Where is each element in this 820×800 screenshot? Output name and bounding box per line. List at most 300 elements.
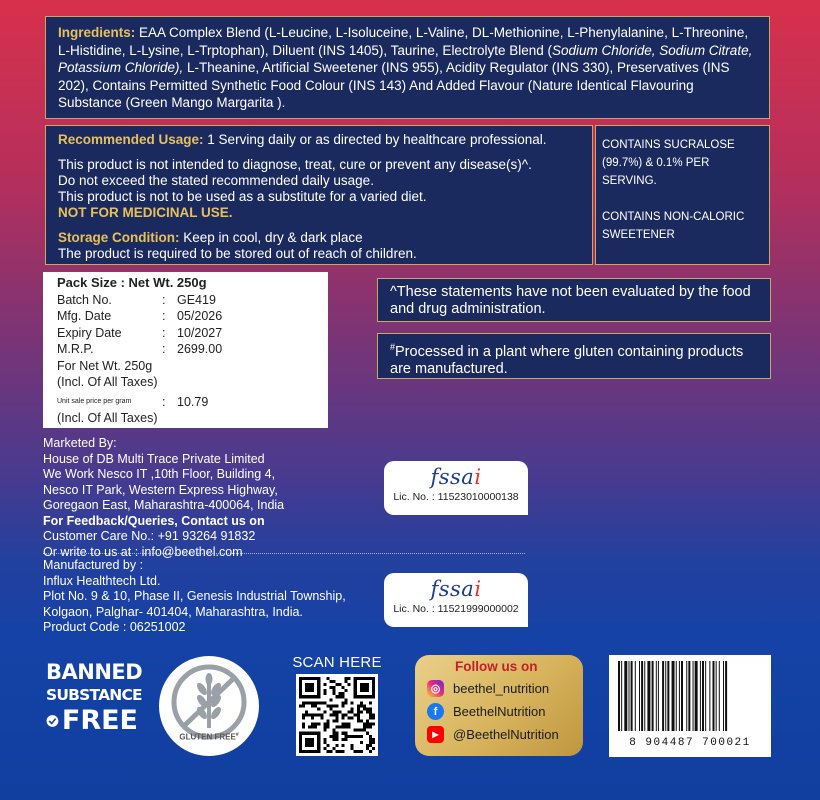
qr-module	[342, 738, 345, 741]
qr-module	[320, 713, 323, 716]
qr-module	[314, 726, 317, 729]
qr-module	[335, 750, 338, 753]
qr-module	[311, 701, 314, 704]
qr-module	[366, 723, 369, 726]
qr-module	[366, 710, 369, 713]
unit-price-row	[57, 394, 328, 411]
qr-module	[369, 717, 372, 720]
qr-module	[323, 723, 326, 726]
mrp-label: M.R.P.	[57, 342, 94, 356]
qr-module	[348, 677, 351, 680]
qr-module	[360, 735, 363, 738]
youtube-handle: @BeethelNutrition	[453, 727, 559, 742]
qr-module	[335, 683, 338, 686]
fssai-logo	[388, 465, 524, 489]
qr-module	[335, 710, 338, 713]
qr-module	[323, 747, 326, 750]
follow-us-panel	[415, 655, 583, 756]
qr-module	[348, 683, 351, 686]
barcode-bar	[686, 661, 687, 731]
qr-module	[326, 677, 329, 680]
instagram-icon: ◎	[427, 680, 444, 697]
usage-line-1: This product is not intended to diagnose, treat, cure or prevent any disease(s)^.	[58, 157, 532, 172]
qr-module	[317, 701, 320, 704]
qr-module	[339, 692, 342, 695]
ingredients-text-2: L-Theanine, Artificial Sweetener (INS 955), Acidity Regulator (INS 330), Preservatives (INS 202), Contains Permitted Synthetic Food Colour (INS 143) And Added Flavour (Nature Identical Flavouring Substance (Green Mango Margarita ).	[58, 60, 730, 110]
qr-module	[354, 735, 357, 738]
barcode-bar	[723, 661, 724, 731]
ingredients-text-1: EAA Complex Blend (L-Leucine, L-Isoluceine, L-Valine, DL-Methionine, L-Phenylalanine, L-Threonine, L-Histidine, L-Lysine, L-Trptophan), Diluent (INS 1405), Taurine, Electrolyte Blend (	[58, 25, 749, 58]
qr-module	[351, 744, 354, 747]
gluten-free-badge	[157, 654, 261, 758]
qr-module	[308, 701, 311, 704]
qr-module	[345, 701, 348, 704]
barcode-bar	[667, 661, 669, 731]
qr-module	[345, 732, 348, 735]
qr-finder	[305, 683, 314, 692]
qr-module	[354, 729, 357, 732]
qr-module	[311, 717, 314, 720]
batch-label: Batch No.	[57, 292, 112, 307]
qr-module	[342, 695, 345, 698]
qr-module	[332, 735, 335, 738]
qr-module	[354, 750, 357, 753]
barcode-bar	[716, 661, 717, 731]
barcode-bar	[639, 661, 640, 731]
barcode-bar	[644, 661, 645, 731]
unit-price-value: 10.79	[177, 394, 209, 409]
mfg-row	[57, 308, 328, 325]
qr-module	[320, 701, 323, 704]
qr-module	[372, 713, 375, 716]
qr-module	[326, 720, 329, 723]
qr-module	[311, 723, 314, 726]
customer-care: Customer Care No.: +91 93264 91832	[43, 529, 256, 543]
expiry-label: Expiry Date	[57, 325, 122, 340]
qr-module	[302, 723, 305, 726]
barcode-bar	[709, 661, 710, 731]
qr-module	[329, 713, 332, 716]
marketed-line-3: Nesco IT Park, Western Express Highway,	[43, 482, 278, 497]
batch-row	[57, 292, 328, 309]
banned-substance-free-badge	[46, 660, 143, 752]
qr-module	[372, 738, 375, 741]
barcode-bar	[681, 661, 683, 731]
fssai-logo-text: fssa	[430, 465, 475, 489]
qr-module	[311, 713, 314, 716]
qr-module	[342, 701, 345, 704]
barcode-bar	[672, 661, 675, 731]
qr-module	[360, 704, 363, 707]
qr-module	[323, 683, 326, 686]
qr-module	[348, 710, 351, 713]
qr-module	[342, 704, 345, 707]
qr-module	[345, 677, 348, 680]
fssai-badge-marketer	[384, 461, 528, 515]
expiry-value: 10/2027	[177, 325, 223, 340]
banned-text-1: BANNED	[46, 660, 143, 684]
usage-box	[45, 125, 593, 265]
qr-module	[360, 710, 363, 713]
qr-module	[311, 726, 314, 729]
qr-module	[357, 720, 360, 723]
qr-module	[326, 744, 329, 747]
barcode-bar	[658, 661, 659, 731]
qr-module	[372, 747, 375, 750]
unit-price-note: (Incl. Of All Taxes)	[57, 411, 158, 425]
qr-module	[314, 704, 317, 707]
qr-module	[329, 680, 332, 683]
qr-module	[302, 717, 305, 720]
qr-module	[357, 713, 360, 716]
qr-module	[366, 720, 369, 723]
qr-module	[332, 692, 335, 695]
check-icon	[46, 709, 59, 733]
barcode-bar	[725, 661, 727, 731]
qr-module	[323, 701, 326, 704]
qr-module	[339, 750, 342, 753]
gluten-statement-text: Processed in a plant where gluten containing products are manufactured.	[390, 343, 744, 377]
usage-text: 1 Serving daily or as directed by healthcare professional.	[203, 132, 547, 147]
qr-code-icon	[299, 677, 375, 753]
qr-module	[323, 710, 326, 713]
qr-module	[342, 726, 345, 729]
qr-module	[348, 723, 351, 726]
qr-module	[363, 704, 366, 707]
medicinal-warning: NOT FOR MEDICINAL USE.	[58, 205, 233, 220]
fssai-license-1: Lic. No. : 11523010000138	[393, 491, 519, 503]
qr-module	[323, 692, 326, 695]
qr-module	[357, 729, 360, 732]
qr-module	[342, 744, 345, 747]
qr-module	[332, 738, 335, 741]
qr-module	[308, 726, 311, 729]
qr-module	[329, 686, 332, 689]
colon: :	[162, 309, 166, 323]
qr-module	[332, 729, 335, 732]
qr-module	[339, 695, 342, 698]
barcode-bar	[629, 661, 630, 731]
facebook-icon: f	[427, 703, 444, 720]
qr-module	[305, 713, 308, 716]
barcode-bar	[647, 661, 650, 731]
barcode-bar	[656, 661, 657, 731]
qr-module	[363, 729, 366, 732]
qr-module	[357, 704, 360, 707]
sucralose-box	[595, 125, 770, 265]
qr-module	[360, 701, 363, 704]
mfg-label: Mfg. Date	[57, 309, 112, 323]
marketed-line-4: Goregaon East, Maharashtra-400064, India	[43, 498, 285, 512]
mrp-note-1: For Net Wt. 250g	[57, 358, 153, 373]
barcode-bar	[688, 661, 690, 731]
qr-module	[369, 744, 372, 747]
qr-module	[302, 713, 305, 716]
barcode-bar	[652, 661, 654, 731]
qr-module	[332, 689, 335, 692]
qr-module	[311, 704, 314, 707]
mrp-note-2: (Incl. Of All Taxes)	[57, 375, 158, 389]
qr-module	[335, 726, 338, 729]
qr-module	[332, 747, 335, 750]
manufactured-label: Manufactured by :	[43, 558, 144, 572]
qr-module	[366, 732, 369, 735]
qr-module	[369, 713, 372, 716]
marketed-line-1: House of DB Multi Trace Private Limited	[43, 451, 265, 466]
colon: :	[162, 325, 166, 340]
barcode-bar	[676, 661, 677, 731]
qr-module	[323, 726, 326, 729]
qr-module	[342, 732, 345, 735]
qr-module	[314, 701, 317, 704]
qr-module	[360, 720, 363, 723]
qr-module	[317, 713, 320, 716]
qr-module	[326, 750, 329, 753]
qr-module	[357, 717, 360, 720]
gluten-statement	[377, 333, 771, 379]
qr-module	[363, 723, 366, 726]
qr-module	[348, 717, 351, 720]
barcode	[609, 655, 771, 757]
divider	[43, 553, 525, 554]
colon: :	[162, 342, 166, 356]
fssai-logo-text: fssa	[430, 577, 475, 601]
instagram-link[interactable]	[427, 680, 573, 697]
qr-module	[369, 741, 372, 744]
qr-module	[342, 686, 345, 689]
barcode-bar	[624, 661, 627, 731]
qr-module	[369, 723, 372, 726]
facebook-link[interactable]	[427, 703, 573, 720]
qr-module	[329, 750, 332, 753]
qr-module	[360, 750, 363, 753]
qr-module	[369, 738, 372, 741]
storage-label: Storage Condition:	[58, 230, 180, 245]
qr-module	[332, 732, 335, 735]
product-code: Product Code : 06251002	[43, 620, 186, 634]
qr-module	[332, 720, 335, 723]
fssai-logo-i: i	[474, 577, 482, 601]
qr-module	[372, 741, 375, 744]
instagram-handle: beethel_nutrition	[453, 681, 550, 696]
barcode-bar	[713, 661, 715, 731]
qr-module	[332, 713, 335, 716]
qr-module	[314, 723, 317, 726]
qr-module	[335, 732, 338, 735]
qr-module	[323, 689, 326, 692]
mfg-value: 05/2026	[177, 309, 223, 323]
expiry-row	[57, 325, 328, 342]
qr-module	[339, 710, 342, 713]
youtube-link[interactable]	[427, 726, 573, 743]
qr-module	[357, 750, 360, 753]
qr-module	[332, 710, 335, 713]
qr-module	[323, 741, 326, 744]
qr-module	[335, 735, 338, 738]
wheat-crossed-icon	[157, 654, 261, 758]
qr-module	[360, 741, 363, 744]
qr-module	[335, 738, 338, 741]
qr-module	[342, 750, 345, 753]
qr-module	[372, 723, 375, 726]
qr-module	[339, 726, 342, 729]
fssai-badge-manufacturer	[384, 573, 528, 627]
qr-module	[369, 726, 372, 729]
barcode-bar	[641, 661, 643, 731]
gluten-statement-mark: #	[390, 342, 396, 352]
qr-module	[360, 729, 363, 732]
scan-qr-block	[292, 654, 382, 756]
barcode-bar	[705, 661, 706, 731]
pack-details	[43, 272, 328, 428]
manufactured-line-1: Influx Healthtech Ltd.	[43, 573, 161, 588]
qr-module	[351, 701, 354, 704]
qr-module	[354, 713, 357, 716]
qr-module	[348, 735, 351, 738]
qr-module	[345, 680, 348, 683]
barcode-bar	[719, 661, 720, 731]
barcode-number: 8 904487 700021	[629, 737, 751, 749]
qr-module	[345, 735, 348, 738]
barcode-bar	[700, 661, 701, 731]
usage-line-3: This product is not to be used as a substitute for a varied diet.	[58, 189, 427, 204]
qr-module	[345, 738, 348, 741]
qr-module	[366, 747, 369, 750]
qr-finder	[305, 738, 314, 747]
qr-module	[317, 723, 320, 726]
qr-module	[369, 707, 372, 710]
qr-module	[329, 704, 332, 707]
qr-module	[302, 726, 305, 729]
qr-module	[345, 698, 348, 701]
qr-module	[345, 689, 348, 692]
barcode-bar	[693, 661, 694, 731]
qr-module	[369, 710, 372, 713]
qr-module	[335, 720, 338, 723]
qr-module	[339, 683, 342, 686]
qr-module	[326, 726, 329, 729]
marketed-by-block	[43, 436, 284, 560]
qr-module	[342, 713, 345, 716]
unit-price-label: Unit sale price per gram	[57, 397, 132, 405]
qr-module	[351, 710, 354, 713]
qr-module	[326, 704, 329, 707]
qr-module	[357, 707, 360, 710]
barcode-bar	[702, 661, 704, 731]
qr-module	[314, 713, 317, 716]
barcode-bar	[679, 661, 680, 731]
qr-module	[351, 707, 354, 710]
qr-module	[335, 695, 338, 698]
qr-module	[369, 750, 372, 753]
qr-module	[332, 704, 335, 707]
qr-module	[335, 704, 338, 707]
qr-module	[332, 686, 335, 689]
qr-module	[329, 707, 332, 710]
storage-text: Keep in cool, dry & dark place	[179, 230, 363, 245]
feedback-heading: For Feedback/Queries, Contact us on	[43, 513, 265, 528]
qr-module	[317, 707, 320, 710]
qr-module	[335, 713, 338, 716]
pack-size-title: Pack Size : Net Wt. 250g	[57, 275, 207, 290]
qr-module	[342, 692, 345, 695]
ingredients-italic: Sodium Chloride, Sodium Citrate, Potassium Chloride),	[58, 42, 753, 75]
usage-line-2: Do not exceed the stated recommended daily usage.	[58, 173, 374, 188]
qr-module	[302, 704, 305, 707]
qr-module	[308, 713, 311, 716]
ingredients-box	[45, 16, 770, 119]
barcode-bar	[665, 661, 666, 731]
qr-module	[372, 717, 375, 720]
qr-module	[366, 707, 369, 710]
marketed-line-2: We Work Nesco IT ,10th Floor, Building 4,	[43, 467, 276, 481]
qr-module	[305, 710, 308, 713]
qr-module	[351, 735, 354, 738]
fssai-logo-i: i	[474, 465, 482, 489]
usage-label: Recommended Usage:	[58, 132, 204, 147]
barcode-bar	[695, 661, 698, 731]
qr-module	[345, 723, 348, 726]
gluten-free-mark: #	[235, 732, 239, 738]
qr-module	[302, 701, 305, 704]
contact-email: Or write to us at : info@beethel.com	[43, 544, 243, 559]
qr-module	[326, 723, 329, 726]
qr-code[interactable]	[296, 674, 378, 756]
banned-text-3: FREE	[61, 705, 138, 736]
facebook-handle: BeethelNutrition	[453, 704, 546, 719]
qr-module	[369, 701, 372, 704]
manufactured-line-2: Plot No. 9 & 10, Phase II, Genesis Industrial Township,	[43, 589, 346, 603]
gluten-free-label: GLUTEN FREE	[179, 732, 236, 742]
qr-module	[363, 707, 366, 710]
manufactured-by-block	[43, 558, 346, 636]
qr-module	[345, 713, 348, 716]
fssai-license-2: Lic. No. : 11521999000002	[393, 603, 519, 615]
qr-module	[335, 744, 338, 747]
fssai-logo	[388, 577, 524, 601]
qr-module	[357, 710, 360, 713]
youtube-icon: ▶	[427, 726, 444, 743]
qr-module	[345, 726, 348, 729]
qr-module	[348, 726, 351, 729]
qr-module	[342, 717, 345, 720]
qr-module	[329, 698, 332, 701]
banned-text-2: SUBSTANCE	[46, 686, 142, 704]
marketed-label: Marketed By:	[43, 436, 117, 450]
barcode-bar	[631, 661, 633, 731]
colon: :	[162, 292, 166, 307]
manufactured-line-3: Kolgaon, Palghar- 401404, Maharashtra, India.	[43, 604, 303, 619]
sucralose-line-2: CONTAINS NON-CALORIC SWEETENER	[602, 211, 745, 241]
storage-line-2: The product is required to be stored out of reach of children.	[58, 246, 417, 261]
qr-module	[369, 735, 372, 738]
mrp-value: 2699.00	[177, 342, 223, 356]
batch-value: GE419	[177, 292, 216, 307]
qr-module	[299, 704, 302, 707]
qr-module	[335, 717, 338, 720]
qr-module	[366, 744, 369, 747]
qr-module	[342, 723, 345, 726]
barcode-bar	[662, 661, 664, 731]
barcode-bar	[635, 661, 636, 731]
qr-module	[305, 701, 308, 704]
qr-module	[332, 680, 335, 683]
colon: :	[162, 394, 166, 409]
qr-module	[323, 729, 326, 732]
qr-module	[366, 726, 369, 729]
scan-here-label: SCAN HERE	[292, 654, 382, 671]
qr-finder	[360, 683, 369, 692]
